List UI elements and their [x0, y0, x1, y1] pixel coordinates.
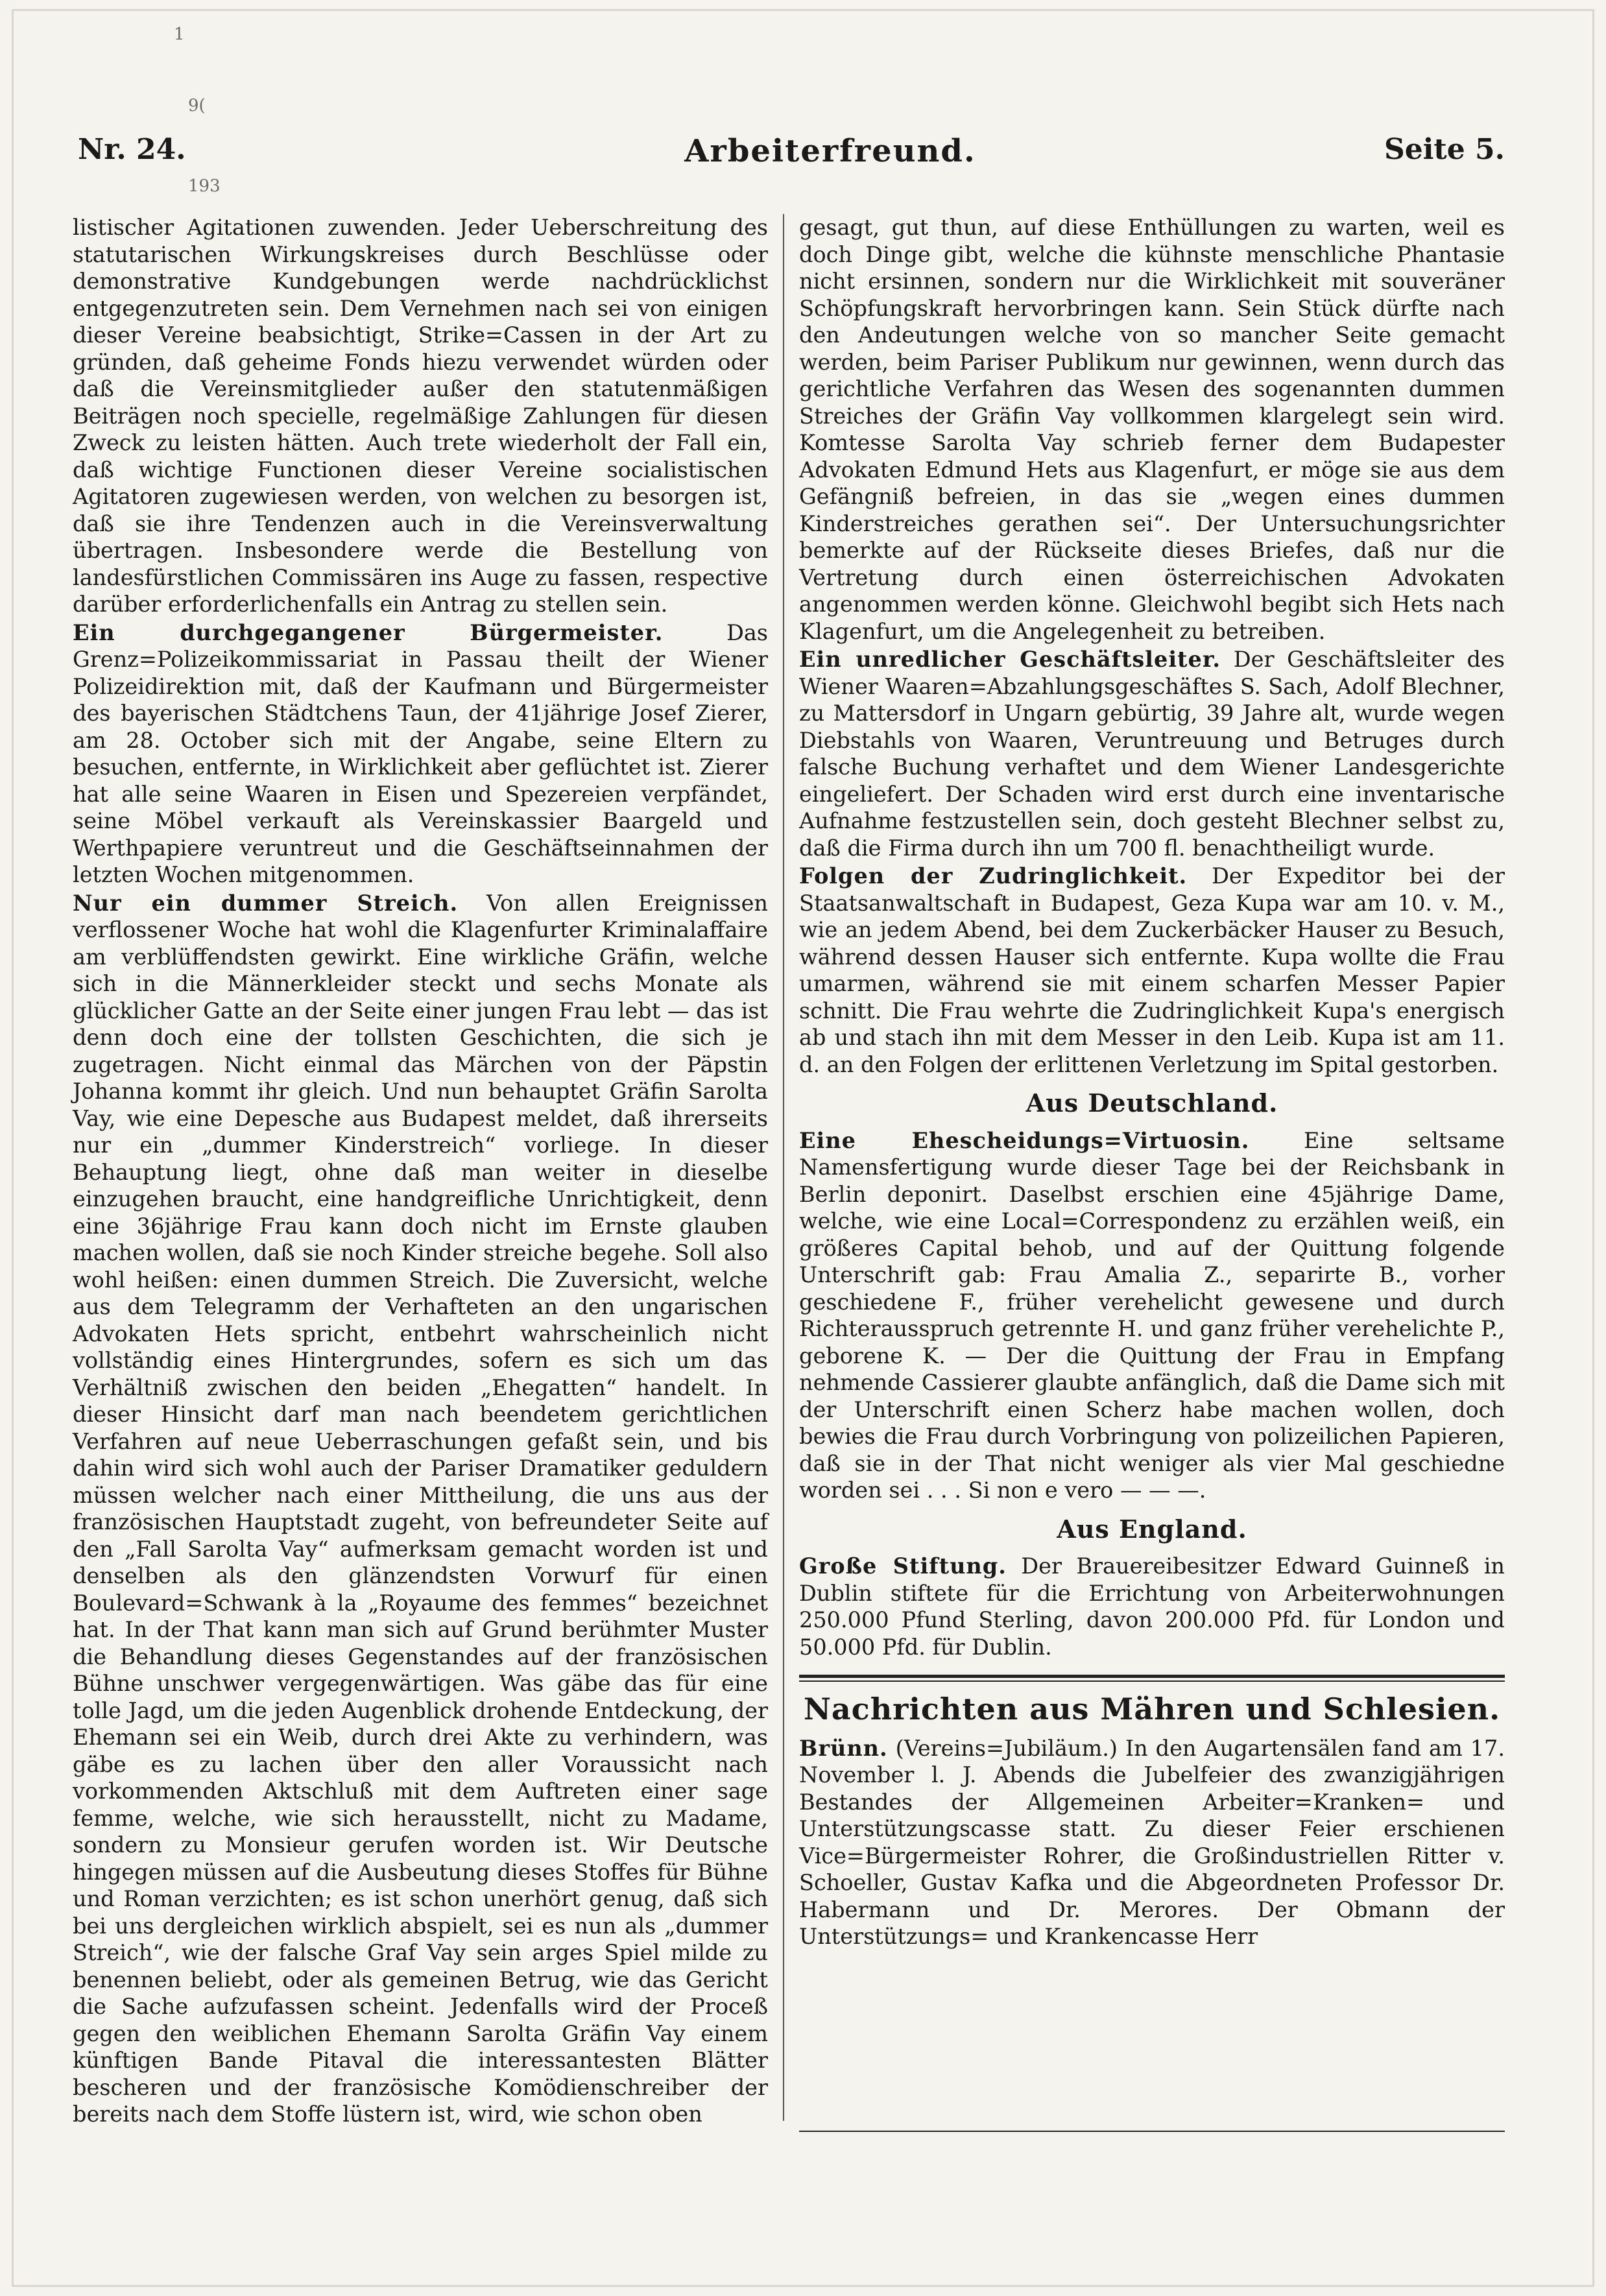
article-manager [799, 646, 1505, 861]
article-zudringlichkeit [799, 863, 1505, 1078]
body-bruenn: (Vereins=Jubiläum.) In den Augartensälen fand am 17. November l. J. Abends die Jubelfeier des zwanzigjährigen Bestandes der Allgemeinen Arbeiter=Kranken= und Unterstützungscasse statt. Zu dieser Feier erschienen Vice=Bürgermeister Rohrer, die Großindustriellen Ritter v. Schoeller, Gustav Kafka und die Abgeordneten Professor Dr. Habermann und Dr. Merores. Der Obmann der Unterstützungs= und Krankencasse Herr [799, 1735, 1505, 1949]
section-germany: Aus Deutschland. [1025, 1088, 1278, 1118]
article-stiftung [799, 1553, 1505, 1660]
body-virtuosin: Eine seltsame Namensfertigung wurde dieser Tage bei der Reichsbank in Berlin deponirt. Daselbst erschien eine 45jährige Dame, welche, wie eine Local=Correspondenz zu erzählen weiß, ein größeres Capital behob, und auf der Quittung folgende Unterschrift gab: Frau Amalia Z., separirte B., vorher geschiedene F., früher verehelicht gewesene und durch Richterausspruch getrennte H. und ganz früher verehelichte P., geborene K. — Der die Quittung der Frau in Empfang nehmende Cassierer glaubte anfänglich, daß die Dame sich mit der Unterschrift einen Scherz habe machen wollen, doch bewies die Frau durch Vorbringung von polizeilichen Papieren, daß sie in der That nicht weniger als vier Mal geschiedne worden sei . . . Si non e vero — — —. [799, 1127, 1505, 1503]
article-mayor [73, 619, 768, 889]
article-bruenn [799, 1735, 1505, 1950]
section-rule-thick [799, 1675, 1505, 1678]
margin-mark-top: 1 [174, 25, 185, 44]
article-streich-cont: gesagt, gut thun, auf diese Enthüllungen zu warten, weil es doch Dinge gibt, welche die kühnste menschliche Phantasie nicht ersinnen, sondern nur die Wirklichkeit mit souveräner Schöpfungskraft hervorbringen kann. Sein Stück dürfte nach den Andeutungen welche von so mancher Seite gemacht werden, beim Pariser Publikum nur gewinnen, wenn durch das gerichtliche Verfahren das Wesen des sogenannten dummen Streiches der Gräfin Vay vollkommen klargelegt sein wird. Komtesse Sarolta Vay schrieb ferner dem Budapester Advokaten Edmund Hets aus Klagenfurt, er möge sie aus dem Gefängniß befreien, in das sie „wegen eines dummen Kinderstreiches gerathen sei“. Der Untersuchungsrichter bemerkte auf der Rückseite dieses Briefes, daß nur die Vertretung durch einen österreichischen Advokaten angenommen werden könne. Gleichwohl begibt sich Hets nach Klagenfurt, um die Angelegenheit zu betreiben. [799, 215, 1505, 644]
page-header [78, 133, 1505, 178]
headline-stiftung: Große Stiftung. [799, 1553, 1007, 1579]
right-column [799, 214, 1505, 1950]
left-column [73, 214, 768, 2128]
section-moravia-silesia: Nachrichten aus Mähren und Schlesien. [803, 1692, 1501, 1727]
body-zudringlichkeit: Der Expeditor bei der Staatsanwaltschaft in Budapest, Geza Kupa war am 10. v. M., wie an jedem Abend, bei dem Zuckerbäcker Hauser zu Besuch, während dessen Hauser sich entfernte. Kupa wollte die Frau umarmen, während sie mit einem scharfen Messer Papier schnitt. Die Frau wehrte die Zudringlichkeit Kupa's energisch ab und stach ihn mit dem Messer in den Leib. Kupa ist am 11. d. an den Folgen der erlittenen Verletzung im Spital gestorben. [799, 863, 1505, 1077]
headline-streich: Nur ein dummer Streich. [73, 890, 459, 916]
headline-virtuosin: Eine Ehescheidungs=Virtuosin. [799, 1127, 1250, 1153]
margin-mark-low: 193 [188, 176, 221, 196]
section-england: Aus England. [1057, 1514, 1247, 1544]
body-stiftung: Der Brauereibesitzer Edward Guinneß in Dublin stiftete für die Errichtung von Arbeiterwohnungen 250.000 Pfund Sterling, davon 200.000 Pfd. für London und 50.000 Pfd. für Dublin. [799, 1553, 1505, 1660]
body-streich: Von allen Ereignissen verflossener Woche hat wohl die Klagenfurter Kriminalaffaire am verblüffendsten gewirkt. Eine wirkliche Gräfin, welche sich in die Männerkleider steckt und sechs Monate als glücklicher Gatte an der Seite einer jungen Frau lebt — das ist denn doch eine der tollsten Geschichten, die sich je zugetragen. Nicht einmal das Märchen von der Päpstin Johanna kommt ihr gleich. Und nun behauptet Gräfin Sarolta Vay, wie eine Depesche aus Budapest meldet, daß ihrerseits nur ein „dummer Kinderstreich“ vorliege. In dieser Behauptung liegt, ohne daß man weiter in dieselbe einzugehen braucht, eine handgreifliche Unrichtigkeit, denn eine 36jährige Frau kann doch nicht im Ernste glauben machen wollen, daß sie noch Kinder streiche begehe. Soll also wohl heißen: einen dummen Streich. Die Zuversicht, welche aus dem Telegramm der Verhafteten an den ungarischen Advokaten Hets spricht, entbehrt wahrscheinlich nicht vollständig eines Hintergrundes, sofern es sich um das Verhältniß zwischen den beiden „Ehegatten“ handelt. In dieser Hinsicht darf man nach beendetem gerichtlichen Verfahren auf neue Ueberraschungen gefaßt sein, und bis dahin wird sich wohl auch der Pariser Dramatiker geduldern müssen welcher nach einer Mittheilung, die uns aus der französischen Hauptstadt zugeht, von befreundeter Seite auf den „Fall Sarolta Vay“ aufmerksam gemacht worden ist und denselben als den glänzendsten Vorwurf für einen Boulevard=Schwank à la „Royaume des femmes“ bezeichnet hat. In der That kann man sich auf Grund berühmter Muster die Behandlung dieses Gegenstandes auf der französischen Bühne unschwer vergegenwärtigen. Was gäbe das für eine tolle Jagd, um die jeden Augenblick drohende Entdeckung, der Ehemann sei ein Weib, durch drei Akte zu verhindern, was gäbe es zu lachen über den aller Voraussicht nach vorkommenden Aktschluß mit dem Auftreten einer sage femme, welche, wie sich herausstellt, nicht zu Madame, sondern zu Monsieur gerufen worden ist. Wir Deutsche hingegen müssen auf die Ausbeutung dieses Stoffes für Bühne und Roman verzichten; es ist schon unerhört genug, daß sich bei uns dergleichen wirklich abspielt, sei es nun als „dummer Streich“, wie der falsche Graf Vay sein arges Spiel milde zu benennen beliebt, oder als gemeinen Betrug, wie das Gericht die Sache aufzufassen scheint. Jedenfalls wird der Proceß gegen den weiblichen Ehemann Sarolta Gräfin Vay einem künftigen Bande Pitaval die interessantesten Blätter bescheren und der französische Komödienschreiber der bereits nach dem Stoffe lüstern ist, wird, wie schon oben [73, 890, 768, 2127]
page-number: Seite 5. [1384, 133, 1505, 166]
body-manager: Der Geschäftsleiter des Wiener Waaren=Abzahlungsgeschäftes S. Sach, Adolf Blechner, zu Mattersdorf in Ungarn gebürtig, 39 Jahre alt, wurde wegen Diebstahls von Waaren, Veruntreuung und Betruges durch falsche Buchung verhaftet und dem Wiener Landesgerichte eingeliefert. Der Schaden wird erst durch eine inventarische Aufnahme festzustellen sein, doch gesteht Blechner selbst zu, daß die Firma durch ihn um 700 fl. benachtheiligt wurde. [799, 647, 1505, 861]
bottom-rule [799, 2131, 1505, 2132]
headline-zudringlichkeit: Folgen der Zudringlichkeit. [799, 863, 1188, 889]
headline-bruenn: Brünn. [799, 1735, 888, 1761]
issue-number: Nr. 24. [78, 133, 186, 166]
article-virtuosin [799, 1127, 1505, 1504]
column-divider [783, 214, 784, 2121]
headline-mayor: Ein durchgegangener Bürgermeister. [73, 619, 664, 645]
section-rule-thin [799, 1680, 1505, 1682]
newspaper-title: Arbeiterfreund. [684, 133, 976, 169]
body-mayor: Das Grenz=Polizeikommissariat in Passau theilt der Wiener Polizeidirektion mit, daß der Kaufmann und Bürgermeister des bayerischen Städtchens Taun, der 41jährige Josef Zierer, am 28. October sich mit der Angabe, seine Eltern zu besuchen, entfernte, in Wirklichkeit aber geflüchtet ist. Zierer hat alle seine Waaren in Eisen und Spezereien verpfändet, seine Möbel verkauft als Vereinskassier Baargeld und Werthpapiere veruntreut und die Geschäftseinnahmen der letzten Wochen mitgenommen. [73, 619, 768, 887]
headline-manager: Ein unredlicher Geschäftsleiter. [799, 647, 1221, 672]
article-continuation: listischer Agitationen zuwenden. Jeder Ueberschreitung des statutarischen Wirkungskreises durch Beschlüsse oder demonstrative Kundgebungen werde nachdrücklichst entgegenzutreten sein. Dem Vernehmen nach sei von einigen dieser Vereine beabsichtigt, Strike=Cassen in der Art zu gründen, daß geheime Fonds hiezu verwendet würden oder daß die Vereinsmitglieder außer den statutenmäßigen Beiträgen noch specielle, regelmäßige Zahlungen für diesen Zweck zu leisten hätten. Auch trete wiederholt der Fall ein, daß wichtige Functionen dieser Vereine socialistischen Agitatoren zugewiesen werden, von welchen zu besorgen ist, daß sie ihre Tendenzen auch in die Vereinsverwaltung übertragen. Insbesondere werde die Bestellung von landesfürstlichen Commissären ins Auge zu fassen, respective darüber erforderlichenfalls ein Antrag zu stellen sein. [73, 215, 768, 617]
article-streich [73, 890, 768, 2128]
margin-mark-mid: 9( [188, 96, 206, 115]
